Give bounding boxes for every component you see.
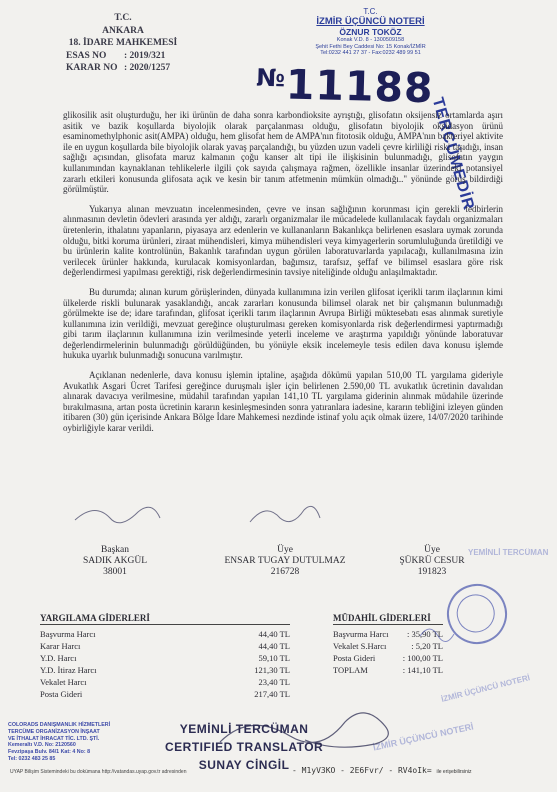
cost-value: 23,40 TL xyxy=(258,677,290,687)
cost-value: 121,30 TL xyxy=(254,665,290,675)
uyap-footer: UYAP Bilişim Sistemindeki bu dokümana http://vatandas.uyap.gov.tr adresinden xyxy=(10,769,187,775)
paragraph-1: glikosilik asit oluşturduğu, her iki ürünün de daha sonra karbondioksite ayrıştığı, glisofatın oksijensiz ortamlarda aşırı asitik ve bazik koşullarda biyolojik olarak parçalanması olduğu, glisofatın biyolojik oksidasyon ürünü esaminomethylphonic asit(AMPA) olduğu, hem glisofat hem de AMPA'nın fitotosik olduğu, AMPA'nın bakteriyel aktivite ile en uygun koşullarda bile biyolojik olarak yavaş parçalandığı, bu yüzden uzun vadeli çevre kirliliği riski taşıdığı, insan sağlığı açısından, glisofata maruz kalmanın çoğu kanser alt tipi ile ilişkisinin bulunmadığı, glisofatın yaygın kullanımından kaynaklanan tehlikelerle ilgili çok sayıda çalışmaya rağmen, özellikle insanlar üzerindeki potansiyel zararlı etkileri konusunda glifosata açık ve kesin bir tanım atfetmenin mümkün olmadığı.." yönünde görüş bildirdiği görülmüştür. xyxy=(63,110,503,195)
stamp-number-value: 11188 xyxy=(285,60,435,113)
president-signature xyxy=(75,507,160,523)
cost-label: Karar Harcı xyxy=(40,641,81,651)
tercumedir-stamp: TERCÜMEDİR xyxy=(428,95,478,213)
karar-value: : 2020/1257 xyxy=(124,63,171,73)
court-tc: T.C. xyxy=(114,13,132,23)
faint-notary-stamp-1: İZMİR ÜÇÜNCÜ NOTERİ xyxy=(440,673,531,704)
cost-value: 217,40 TL xyxy=(254,689,290,699)
company-line-6: Tel: 0232 483 25 85 xyxy=(8,755,56,762)
sig-name: SADIK AKGÜL xyxy=(82,556,148,566)
cost-label: Y.D. İtiraz Harcı xyxy=(40,665,97,675)
faint-translator-stamp: YEMİNLİ TERCÜMAN xyxy=(468,548,549,557)
cost-label: Başvurma Harcı xyxy=(40,629,96,639)
cost-value: : 5,20 TL xyxy=(411,641,443,651)
cost-value: 44,40 TL xyxy=(258,641,290,651)
sig-id: 216728 xyxy=(270,567,300,577)
paragraph-4: Açıklanan nedenlerle, dava konusu işlemin iptaline, aşağıda dökümü yapılan 510,00 TL yargılama gideriyle Avukatlık Asgari Ücret Tarifesi gereğince duruşmalı işler için belirlenen 2.590,00 TL avukatlık ücretinin davalıdan alınarak davacıya verilmesine, müdahil tarafından yapılan 141,10 TL yargılama giderinin alınmak müdahile üzerinde bırakılmasına, artan posta ücretinin kararın kesinleşmesinden sonra yatıranlara iadesine, kararın tebliğini izleyen günden itibaren (30) gün içerisinde Ankara Bölge İdare Mahkemesi nezdinde istinaf yolu açık olmak üzere, 14/07/2020 tarihinde oybirliğiyle karar verildi. xyxy=(63,370,503,434)
company-line-1: COLORADS DANIŞMANLIK HİZMETLERİ xyxy=(8,722,111,728)
verification-code-value: - M1yV3KO - 2E6Fvr/ - RV4oIk= xyxy=(292,766,432,775)
cost-label: Y.D. Harcı xyxy=(40,653,77,663)
notary-office: İZMİR ÜÇÜNCÜ NOTERİ xyxy=(316,16,425,27)
translator-signature xyxy=(220,713,388,747)
court-city: ANKARA xyxy=(102,25,144,36)
trial-costs-title: YARGILAMA GİDERLERİ xyxy=(40,613,290,625)
company-line-3: VE İTHALAT İHRACAT TİC. LTD. ŞTİ. xyxy=(8,735,100,742)
cost-label: Posta Gideri xyxy=(333,653,376,663)
court-name: 18. İDARE MAHKEMESİ xyxy=(68,38,178,48)
intervener-costs-title: MÜDAHİL GİDERLERİ xyxy=(333,613,443,625)
sig-role: Üye xyxy=(277,545,293,555)
cost-label: Posta Gideri xyxy=(40,689,83,699)
translator-line-1: YEMİNLİ TERCÜMAN xyxy=(179,722,309,736)
paragraph-3: Bu durumda; alınan kurum görüşlerinden, dünyada kullanımına izin verilen glifosat içerikli tarım ilaçlarının kimi ülkelerde riskli bulunarak yasaklandığı, ancak zararları konusunda bilimsel olarak net bir çalışmanın bulunmadığı görülmekte ise de; idare tarafından, glifosat içerikli tarım ilaçlarının Avrupa Birliği müktesebatı esas alınmak suretiyle kullanımına izin verildiği, mevzuat gereğince oluşturulması gereken komisyonlarda risk değerlendirmesi yaptırmadığı gibi tarım ilaçlarının kullanımına izin verilmesinde yeterli inceleme ve araştırma yapıldığı yönünde laboratuvar değerlendirmelerinin bulunmadığı görüldüğünden, bu yönüyle eksik incelemeyle tesis edilen dava konusu işlemde hukuka uyarlık bulunmadığı sonucuna varılmıştır. xyxy=(63,286,503,361)
notary-initials xyxy=(420,629,454,642)
verification-suffix: ile erişebilirsiniz xyxy=(436,769,472,775)
number-sign: № xyxy=(255,63,287,93)
cost-label: Vekalet Harcı xyxy=(40,677,87,687)
paragraph-2: Yukarıya alınan mevzuatın incelenmesinden, çevre ve insan sağlığının korunması için gerekli tedbirlerin alınmasının devletin ödevleri arasında yer aldığı, zararlı organizmalar ile mücadelede kullanılacak faydalı organizmaları üretenlerin, ithalatını yapanların, piyasaya arz edenlerin ve kullananların Bakanlıkça belirlenen esaslara uymak zorunda olduğu, bitki koruma ürünleri, ziraat mühendisleri, kimya mühendisleri veya kimyagerlerin sorumluluğunda üretildiği ve bu ürünlerin kalite kontrolünün, Bakanlık tarafından uygun görülen laboratuvarlarda yapılacağı, kullanılmasına izin verilecek ürünler hakkında, kurulacak komisyonlardan, bağımsız, tarafsız, şeffaf ve bilimsel esaslara göre risk değerlendirmesi yapılması gerektiği, risk değerlendirmesinin tavsiye niteliğinde olduğu anlaşılmaktadır. xyxy=(63,203,503,278)
notary-line2: Şehit Fethi Bey Caddesi No: 15 Konak/İZMİR xyxy=(315,43,426,50)
sig-name: ŞÜKRÜ CESUR xyxy=(399,556,465,566)
company-line-4: Kemeraltı V.D. No: 2120560 xyxy=(8,742,76,749)
cost-label: TOPLAM xyxy=(333,665,368,675)
notary-line1: Konak V.D. 8 - 1300509158 xyxy=(336,37,405,43)
cost-label: Başvurma Harcı xyxy=(333,629,389,639)
cost-value: 59,10 TL xyxy=(258,653,290,663)
cost-value: 44,40 TL xyxy=(258,629,290,639)
member-signature xyxy=(250,506,320,522)
faint-notary-stamp-2: İZMİR ÜÇÜNCÜ NOTERİ xyxy=(372,721,475,753)
sig-name: ENSAR TUGAY DUTULMAZ xyxy=(224,556,346,566)
notary-name: ÖZNUR TOKÖZ xyxy=(339,26,402,37)
translator-line-2: CERTIFIED TRANSLATOR xyxy=(165,740,324,754)
company-line-2: TERCÜME ORGANİZASYON İNŞAAT xyxy=(8,728,100,735)
esas-label: ESAS NO xyxy=(66,50,107,61)
sig-role: Başkan xyxy=(101,545,129,555)
translator-line-3: SUNAY CİNGİL xyxy=(198,758,290,772)
notary-tc: T.C. xyxy=(363,7,378,16)
cost-value: : 100,00 TL xyxy=(402,653,443,663)
cost-value: : 35,90 TL xyxy=(407,629,443,639)
karar-label: KARAR NO xyxy=(66,63,118,73)
sig-role: Üye xyxy=(424,545,440,555)
cost-value: : 141,10 TL xyxy=(402,665,443,675)
sig-id: 38001 xyxy=(103,567,127,577)
cost-label: Vekalet S.Harcı xyxy=(333,641,387,651)
sig-id: 191823 xyxy=(417,567,447,577)
notary-line3: Tel:0232 441 27 37 - Fax:0232 489 99 51 xyxy=(320,50,421,56)
esas-value: : 2019/321 xyxy=(124,50,166,61)
company-line-5: Fevzipaşa Bulv. 84/1 Kat: 4 No: 8 xyxy=(8,749,91,756)
